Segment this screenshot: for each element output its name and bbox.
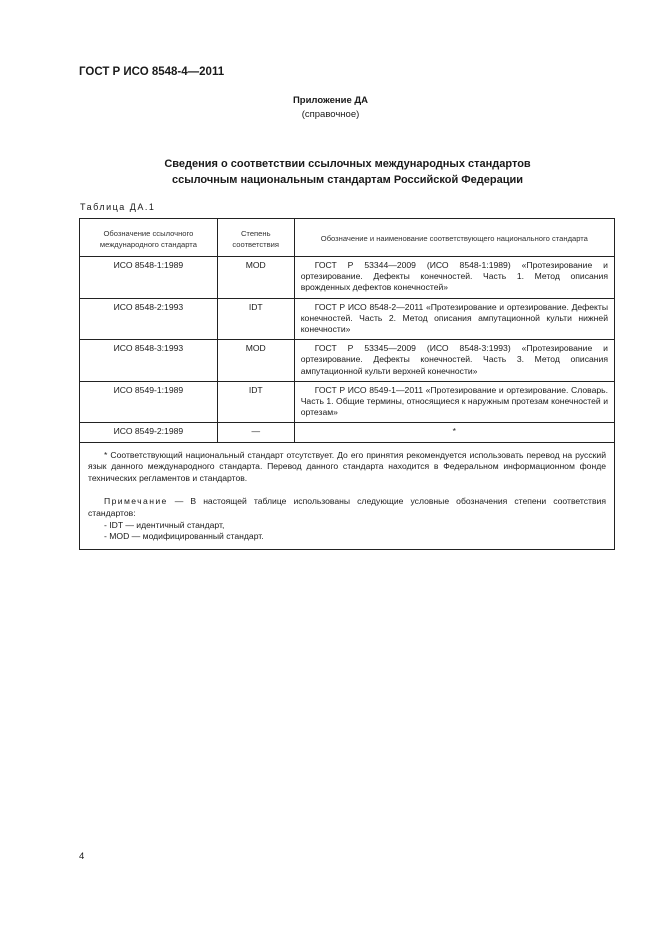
table-row — [80, 257, 615, 299]
degree-cell: IDT — [217, 381, 294, 423]
national-standard-text: ГОСТ Р 53345—2009 (ИСО 8548-3:1993) «Протезирование и ортезирование. Дефекты конечностей. Часть 3. Метод описания ампутационной культи верхней конечности» — [300, 343, 608, 376]
table-row — [80, 423, 615, 442]
reference-standard-cell: ИСО 8548-1:1989 — [80, 257, 218, 299]
note-item-idt: - IDT — идентичный стандарт, — [104, 519, 225, 530]
degree-cell: MOD — [217, 340, 294, 382]
annex-block — [0, 94, 661, 122]
national-standard-text: ГОСТ Р ИСО 8548-2—2011 «Протезирование и ортезирование. Дефекты конечностей. Часть 2. Метод описания ампутационной культи нижней конечности» — [300, 301, 608, 335]
footnote-text: * Соответствующий национальный стандарт отсутствует. До его принятия рекомендуется использовать перевод на русский язык данного международного стандарта. Перевод данного стандарта находится в Федеральном информационном фонде технических регламентов и стандартов. — [88, 449, 606, 483]
section-heading-line-1: Сведения о соответствии ссылочных международных стандартов — [164, 158, 531, 170]
footnote — [88, 450, 606, 485]
table-caption: Таблица ДА.1 — [80, 202, 156, 212]
reference-standard-cell: ИСО 8548-2:1993 — [80, 298, 218, 340]
correspondence-table — [79, 218, 615, 550]
note-text: — В настоящей таблице использованы следующие условные обозначения степени соответствия стандартов: — [88, 496, 606, 519]
section-heading-line-2: ссылочным национальным стандартам Российской Федерации — [171, 174, 524, 186]
section-heading — [80, 156, 615, 188]
reference-standard-cell: ИСО 8548-3:1993 — [80, 340, 218, 382]
reference-standard-cell: ИСО 8549-2:1989 — [80, 423, 218, 442]
page-number: 4 — [79, 851, 85, 862]
table-footnote-cell — [80, 442, 615, 549]
table-row — [80, 298, 615, 340]
degree-cell: MOD — [217, 257, 294, 299]
national-standard-cell — [294, 257, 614, 299]
column-header-reference: Обозначение ссылочного международного стандарта — [80, 219, 218, 257]
annex-subtitle: (справочное) — [301, 109, 360, 120]
column-header-degree: Степень соответствия — [217, 219, 294, 257]
degree-cell: — — [217, 423, 294, 442]
national-standard-text: ГОСТ Р 53344—2009 (ИСО 8548-1:1989) «Протезирование и ортезирование. Дефекты конечностей. Часть 1. Метод описания врожденных дефектов конечностей» — [300, 260, 608, 293]
national-standard-cell: * — [294, 423, 614, 442]
table-row — [80, 381, 615, 423]
document-code: ГОСТ Р ИСО 8548-4—2011 — [79, 66, 225, 78]
column-header-national: Обозначение и наименование соответствующего национального стандарта — [294, 219, 614, 257]
reference-standard-cell: ИСО 8549-1:1989 — [80, 381, 218, 423]
degree-cell: IDT — [217, 298, 294, 340]
table-note — [88, 496, 606, 542]
note-label: Примечание — [104, 496, 168, 507]
table-row — [80, 340, 615, 382]
table-header-row — [80, 219, 615, 257]
national-standard-cell — [294, 381, 614, 423]
note-item-mod: - MOD — модифицированный стандарт. — [104, 531, 264, 542]
annex-title: Приложение ДА — [292, 95, 369, 106]
national-standard-cell — [294, 340, 614, 382]
national-standard-cell — [294, 298, 614, 340]
table-footnote-row — [80, 442, 615, 549]
national-standard-text: ГОСТ Р ИСО 8549-1—2011 «Протезирование и ортезирование. Словарь. Часть 1. Общие термины, относящиеся к наружным протезам конечностей и ортезам» — [300, 384, 608, 418]
